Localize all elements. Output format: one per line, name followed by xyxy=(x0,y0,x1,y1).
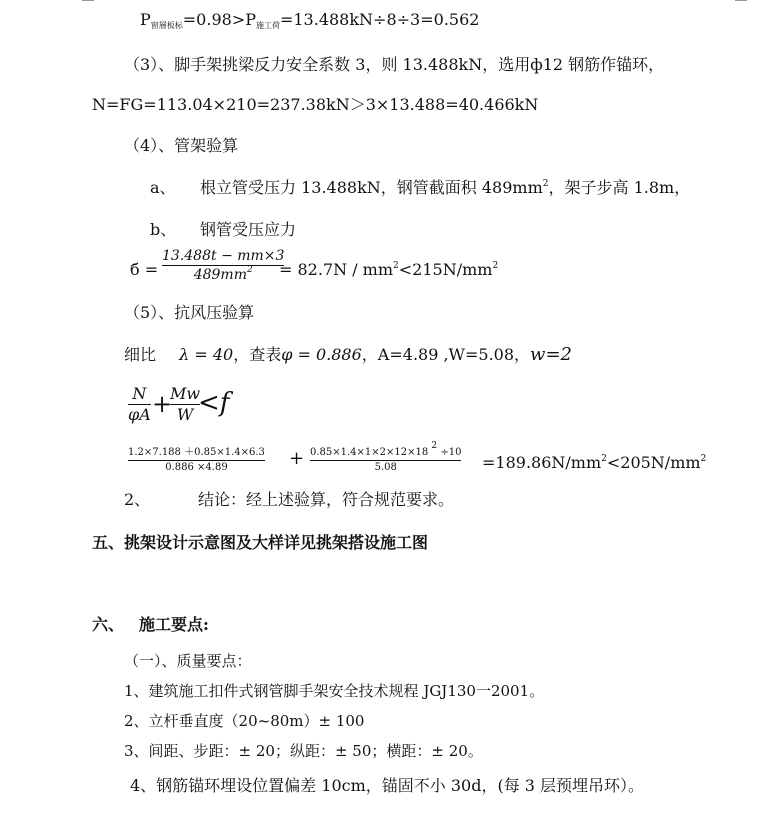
calc-fraction-2 xyxy=(310,441,462,473)
p-comparison-end: =13.488kN÷8÷3=0.562 xyxy=(279,10,480,29)
crop-mark-left xyxy=(82,0,94,1)
lookup-label: ，查表 xyxy=(233,345,282,364)
stress-denominator: $489mm^2$ xyxy=(193,265,253,283)
calc-result: $=189.86N/mm^2<205N/mm^2$ xyxy=(482,453,707,472)
slenderness-line xyxy=(124,346,572,364)
item-5: （5）、抗风压验算 xyxy=(124,303,255,322)
conclusion-text: 结论：经上述验算，符合规范要求。 xyxy=(198,490,455,509)
p-subscript-2: 施工荷 xyxy=(255,21,280,30)
quality-heading: （一）、质量要点： xyxy=(124,652,252,670)
item-a-sup: 2 xyxy=(542,179,549,189)
sigma-symbol: б = xyxy=(130,260,159,279)
item-b-label: b、 xyxy=(150,220,177,239)
formula-frac-mw: Mw W xyxy=(170,384,201,424)
p-subscript-1: 窗層板标 xyxy=(150,21,183,30)
formula-less-than: <f xyxy=(198,388,230,418)
formula-plus: + xyxy=(152,390,173,418)
stress-fraction xyxy=(162,249,284,282)
item-a-text-main: 根立管受压力 13.488kN，钢管截面积 489mm xyxy=(200,178,543,197)
calc-den-2: 5.08 xyxy=(374,462,397,473)
section-6-label: 六、 xyxy=(92,615,125,634)
stress-fraction-bar xyxy=(162,265,284,266)
calc-den-1: 0.886 ×4.89 xyxy=(165,462,228,473)
stress-result: = $82.7N / mm^2<215N/mm^2$ xyxy=(279,260,499,279)
nfg-line: N=FG=113.04×210=237.38kN＞3×13.488=40.466kN xyxy=(92,95,539,114)
item-a-text-tail: ，架子步高 1.8m， xyxy=(548,178,691,197)
quality-item-1: 1、建筑施工扣件式钢管脚手架安全技术规程 JGJ130一2001。 xyxy=(124,682,545,700)
item-a-label: a、 xyxy=(150,178,176,197)
quality-item-4: 4、钢筋锚环埋设位置偏差 10cm，锚固不小 30d，(每 3 层预埋吊环）。 xyxy=(130,776,645,795)
calc-num-2: 0.85×1.4×1×2×12×18 2 ÷10 xyxy=(310,441,462,458)
item-3: （3）、脚手架挑梁反力安全系数 3，则 13.488kN，选用ф12 钢筋作锚环， xyxy=(124,55,665,74)
phi-value: φ = 0.886 xyxy=(281,345,362,364)
section-6-heading: 施工要点: xyxy=(139,615,209,634)
item-4: （4）、管架验算 xyxy=(124,136,239,155)
p-symbol: P xyxy=(140,10,151,29)
stress-numerator: 13.488t − mm×3 xyxy=(162,248,285,264)
item-b-text: 钢管受压应力 xyxy=(200,220,297,239)
p-comparison-mid: =0.98>P xyxy=(182,10,256,29)
quality-item-3: 3、间距、步距：± 20；纵距：± 50；横距：± 20。 xyxy=(124,742,483,760)
conclusion-label: 2、 xyxy=(124,490,151,509)
slenderness-label: 细比 xyxy=(124,345,157,364)
section-5-heading: 五、挑架设计示意图及大样详见挑架搭设施工图 xyxy=(92,533,429,552)
calc-num-1: 1.2×7.188 ＋0.85×1.4×6.3 xyxy=(128,447,265,458)
w-value: w=2 xyxy=(530,344,572,365)
line-p-comparison xyxy=(140,12,479,28)
lambda-value: λ = 40 xyxy=(179,345,234,364)
item-a-text xyxy=(200,180,690,196)
calc-fraction-1 xyxy=(128,448,265,473)
crop-mark-right xyxy=(735,0,747,1)
quality-item-2: 2、立杆垂直度（20~80m）± 100 xyxy=(124,712,365,730)
calc-plus: + xyxy=(289,448,305,469)
area-modulus: ，A=4.89 ,W=5.08， xyxy=(361,345,531,364)
formula-frac-n: N φA xyxy=(128,384,151,424)
